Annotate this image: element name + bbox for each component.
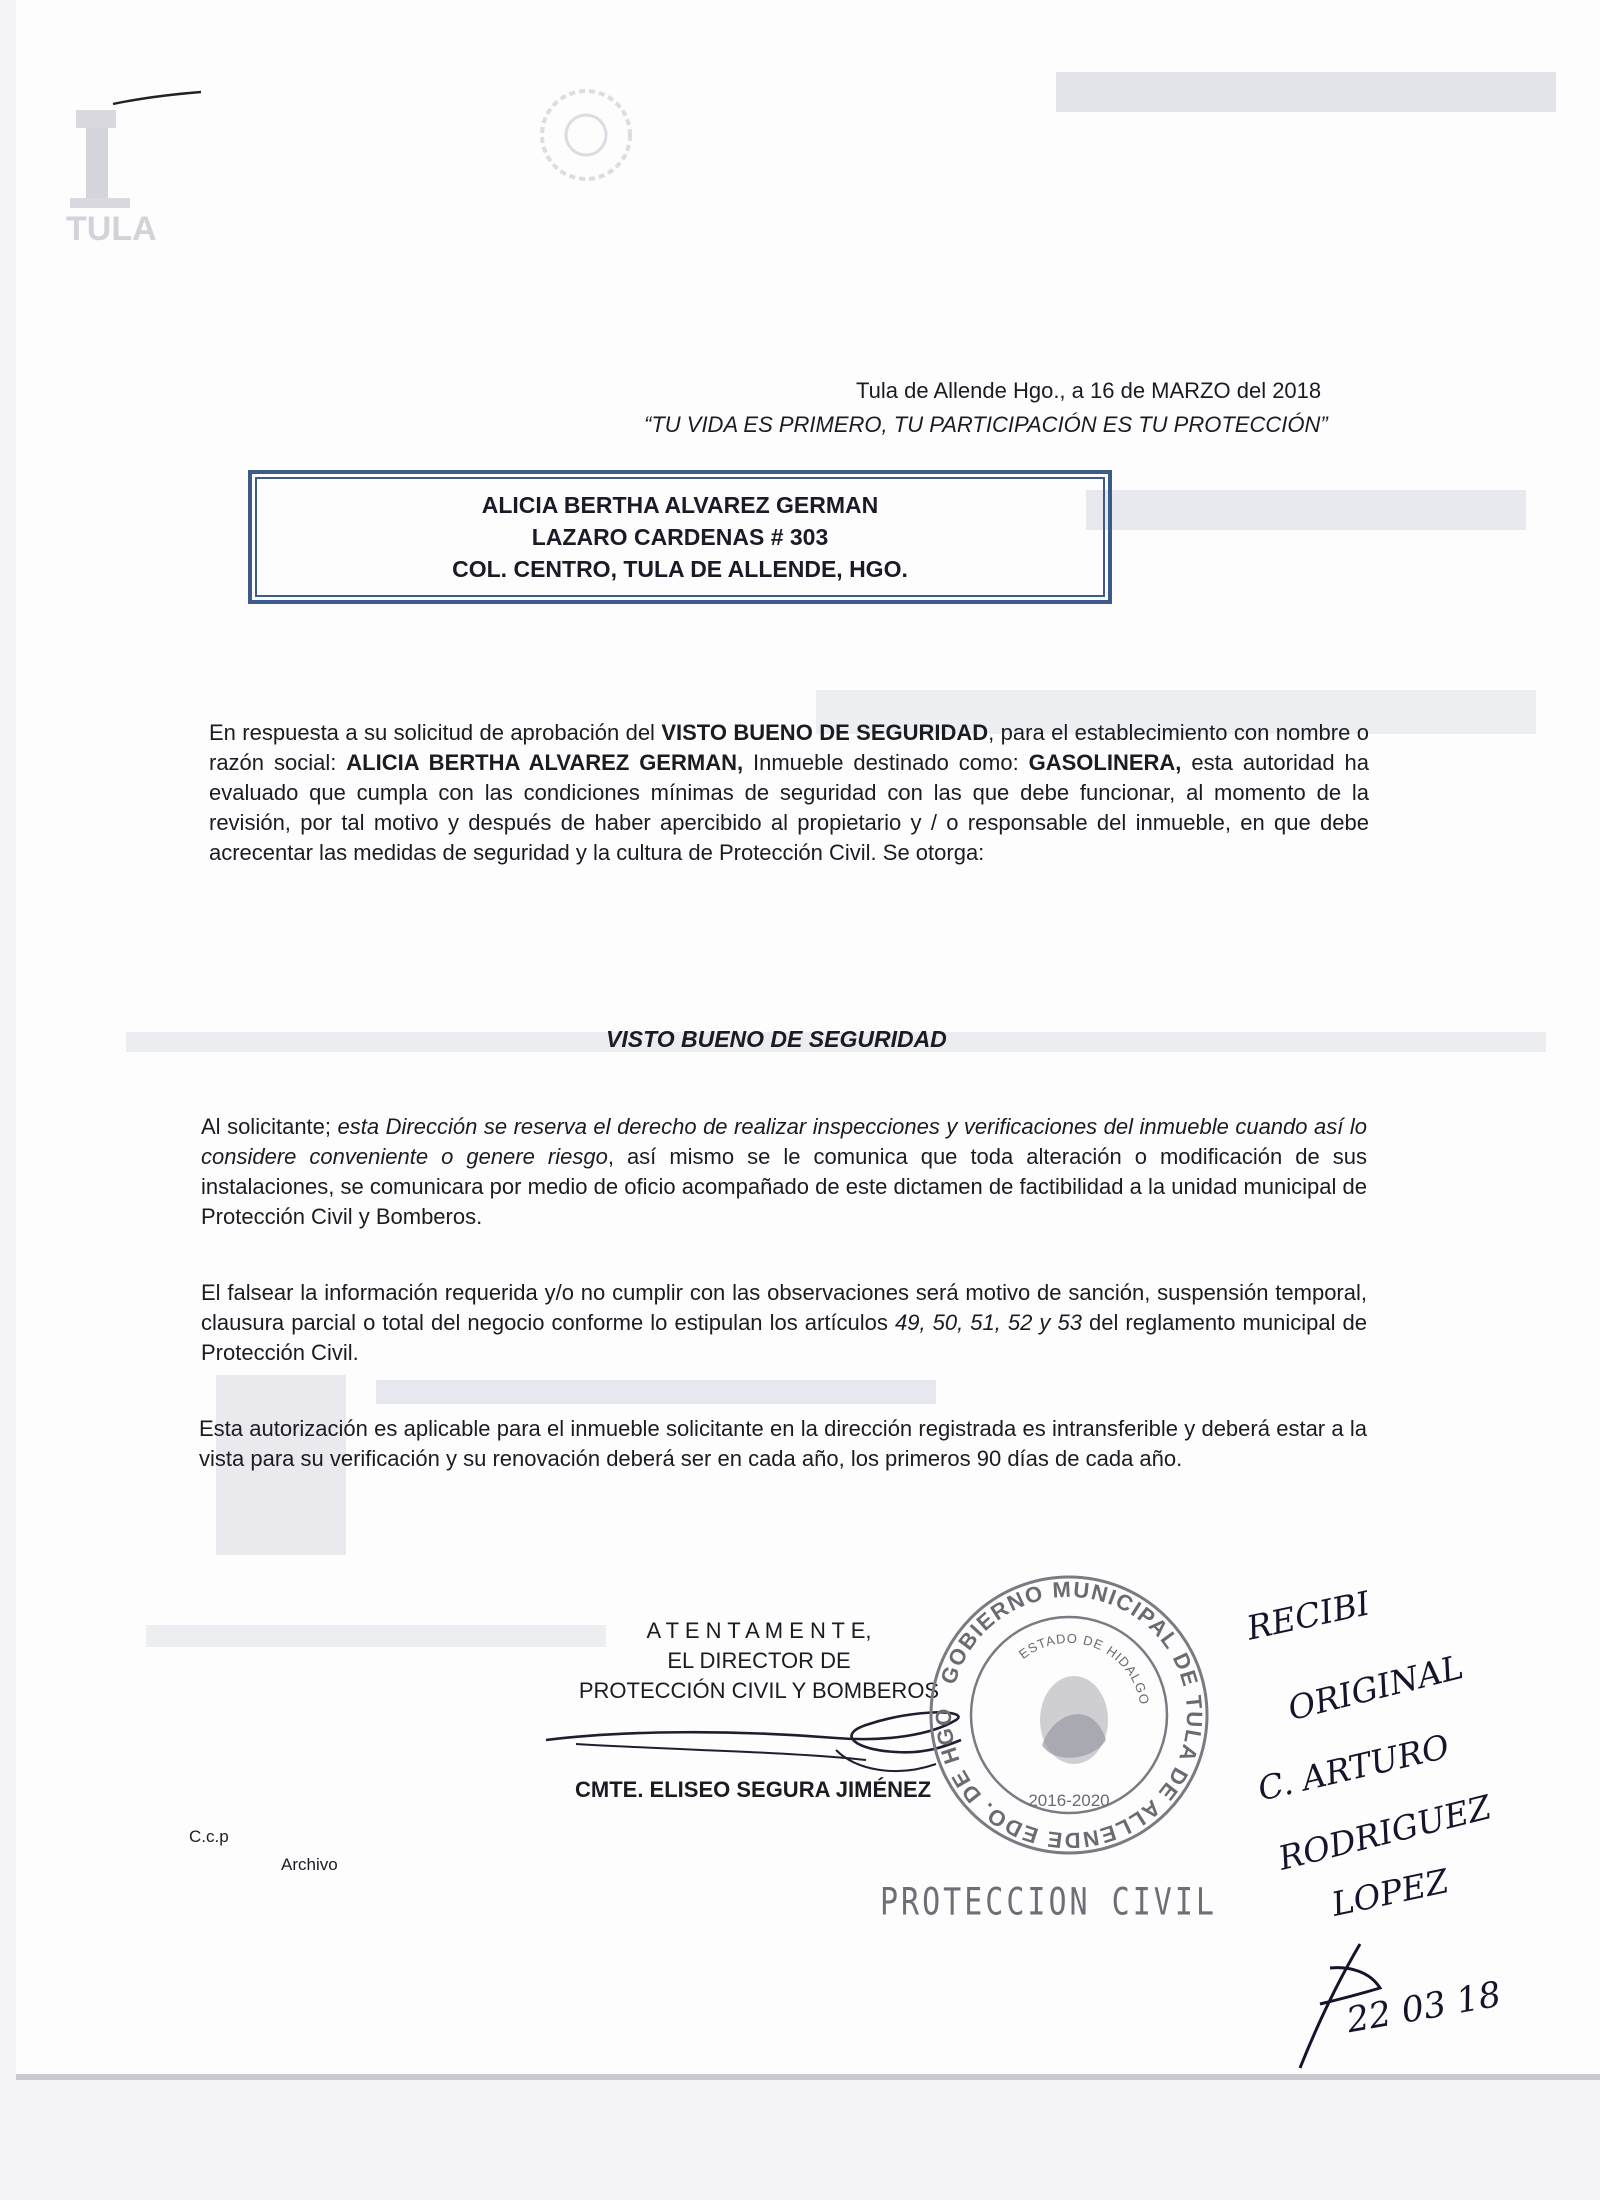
ghost-block: [146, 1625, 606, 1647]
seal-years: 2016-2020: [1028, 1791, 1110, 1810]
paragraph-sanctions: [201, 1278, 1367, 1368]
signer-name: CMTE. ELISEO SEGURA JIMÉNEZ: [575, 1777, 932, 1802]
intro-bold-use: GASOLINERA,: [1028, 750, 1182, 775]
cc-recipient: Archivo: [281, 1855, 338, 1874]
intro-bold-visto-bueno: VISTO BUENO DE SEGURIDAD: [661, 720, 989, 745]
handwritten-received: RECIBI: [1243, 1583, 1374, 1648]
closing-title: EL DIRECTOR DE: [667, 1648, 851, 1673]
closing-attentively: A T E N T A M E N T E,: [646, 1618, 872, 1643]
recipient-name: ALICIA BERTHA ALVAREZ GERMAN: [481, 492, 879, 518]
intro-text-1: En respuesta a su solicitud de aprobación del: [209, 720, 662, 745]
recipient-box: [248, 470, 1112, 604]
svg-text:TULA: TULA: [66, 210, 157, 248]
handwritten-receipt-note: [1226, 1568, 1586, 2080]
document-page: [16, 0, 1600, 2080]
p1-text-2: , así mismo se le comunica que toda alteración o modificación de sus instalaciones, se comunicara por medio de oficio acompañado de este dictamen de factibilidad a la unidad municipal de Protección Civil y Bomberos.: [201, 1144, 1368, 1229]
handwritten-surname-1: RODRIGUEZ: [1274, 1787, 1495, 1878]
tula-logo-ghost: [46, 100, 166, 265]
p2-italic-articles: 49, 50, 51, 52 y 53: [894, 1310, 1082, 1335]
closing-department: PROTECCIÓN CIVIL Y BOMBEROS: [578, 1678, 940, 1703]
handwritten-date: 22 03 18: [1343, 1974, 1505, 2042]
p2-text-1: El falsear la información requerida y/o no cumplir con las observaciones será motivo de sanción, suspensión temporal, clausura parcial o total del negocio conforme lo estipulan los artículos: [201, 1280, 1367, 1335]
cc-label: C.c.p: [189, 1827, 229, 1846]
p2-text-2: del reglamento municipal de Protección Civil.: [201, 1310, 1367, 1365]
intro-text-2: , para el establecimiento con nombre o razón social:: [209, 720, 1369, 775]
section-heading: VISTO BUENO DE SEGURIDAD: [606, 1026, 947, 1052]
intro-paragraph: [209, 718, 1369, 868]
seal-ring-text: GOBIERNO MUNICIPAL DE TULA DE ALLENDE EDO. DE HGO: [930, 1576, 1208, 1854]
ghost-block: [376, 1380, 936, 1404]
intro-text-4: esta autoridad ha evaluado que cumpla con las condiciones mínimas de seguridad con las que debe funcionar, al momento de la revisión, por tal motivo y después de haber apercibido al propietario y / o responsable del inmueble, en que debe acrecentar las medidas de seguridad y la cultura de Protección Civil. Se otorga:: [209, 750, 1369, 865]
recipient-street: LAZARO CARDENAS # 303: [531, 524, 829, 550]
official-seal: [924, 1570, 1214, 1865]
paragraph-validity: Esta autorización es aplicable para el inmueble solicitante en la dirección registrada es intransferible y deberá estar a la vista para su verificación y su renovación deberá ser en cada año, los primeros 90 días de cada año.: [199, 1416, 1367, 1471]
seal-caption: PROTECCION CIVIL: [880, 1880, 1217, 1925]
date-line: Tula de Allende Hgo., a 16 de MARZO del 2018: [856, 378, 1322, 403]
p1-text-1: Al solicitante;: [201, 1114, 338, 1139]
intro-bold-name: ALICIA BERTHA ALVAREZ GERMAN,: [346, 750, 744, 775]
handwritten-first-name: C. ARTURO: [1254, 1726, 1453, 1809]
pen-mark: [111, 88, 211, 113]
emblem-ghost: [536, 80, 636, 195]
seal-inner-text: ESTADO DE HIDALGO: [1016, 1630, 1153, 1707]
recipient-colony: COL. CENTRO, TULA DE ALLENDE, HGO.: [452, 556, 908, 582]
recipient-box-inner: [255, 477, 1105, 597]
ghost-block: [1056, 72, 1556, 112]
ghost-block: [1086, 490, 1526, 530]
paragraph-inspections: [201, 1112, 1367, 1232]
intro-text-3: Inmueble destinado como:: [743, 750, 1029, 775]
handwritten-original: ORIGINAL: [1283, 1646, 1468, 1729]
motto-line: “TU VIDA ES PRIMERO, TU PARTICIPACIÓN ES TU PROTECCIÓN”: [644, 412, 1328, 437]
handwritten-surname-2: LOPEZ: [1328, 1861, 1452, 1924]
p1-italic: esta Dirección se reserva el derecho de realizar inspecciones y verificaciones del inmueble cuando así lo considere conveniente o genere riesgo: [201, 1114, 1367, 1169]
